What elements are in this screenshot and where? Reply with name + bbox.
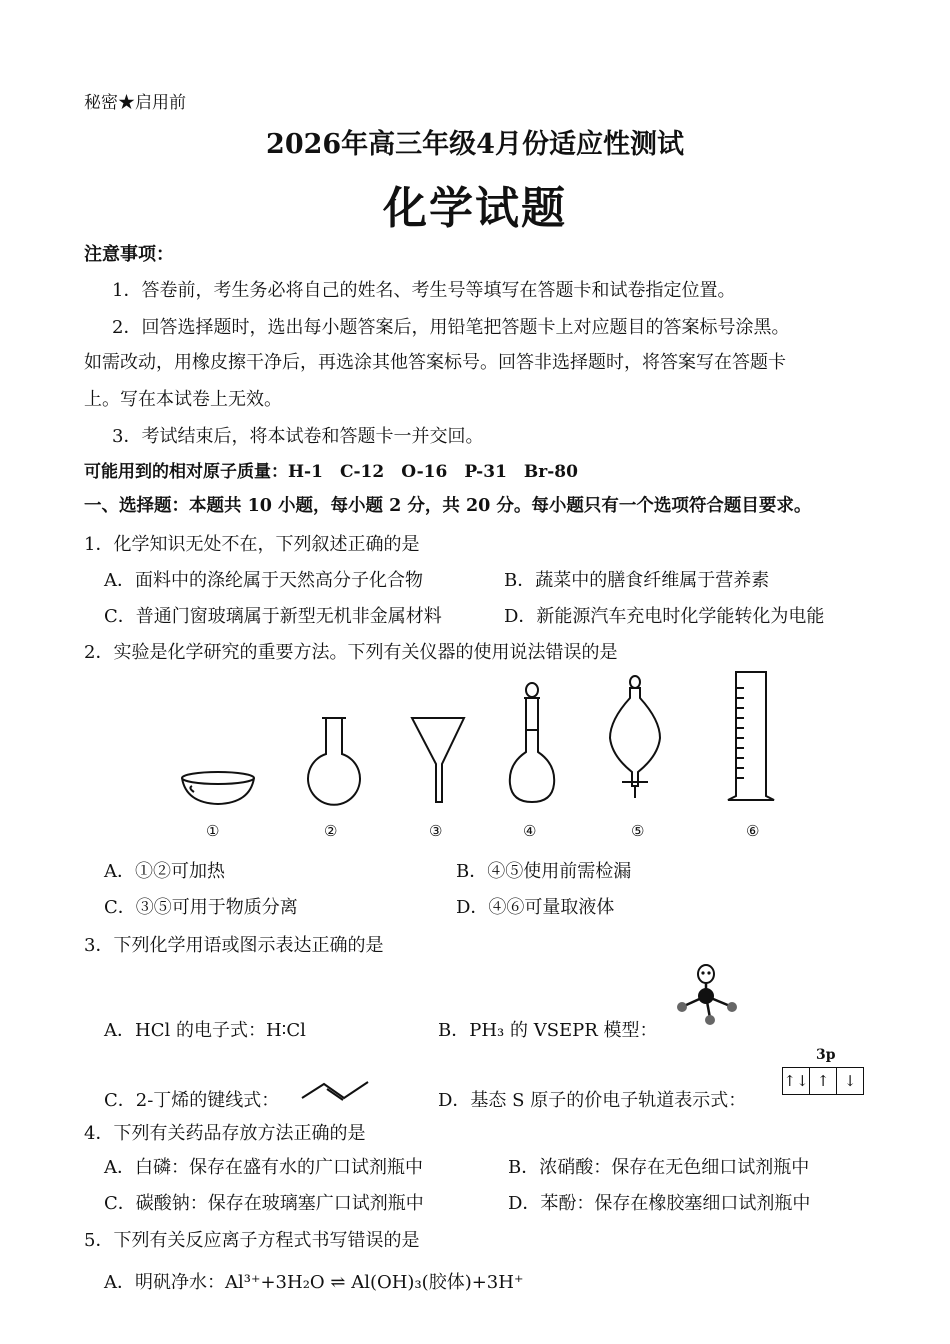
funnel-icon (412, 718, 464, 802)
q1-option-d: D．新能源汽车充电时化学能转化为电能 (504, 606, 825, 627)
q3-option-d: D．基态 S 原子的价电子轨道表示式： (438, 1090, 747, 1111)
q3-option-b: B．PH₃ 的 VSEPR 模型： (438, 1020, 658, 1041)
q2-option-c: C．③⑤可用于物质分离 (104, 897, 298, 918)
q5-option-a-cutoff (0, 1262, 950, 1293)
note-item-1: 1．答卷前，考生务必将自己的姓名、考生号等填写在答题卡和试卷指定位置。 (112, 280, 736, 301)
q2-option-d: D．④⑥可量取液体 (456, 897, 615, 918)
orbital-label: 3p (816, 1047, 836, 1063)
q3-option-c: C．2-丁烯的键线式： (104, 1090, 280, 1111)
q3-stem: 3．下列化学用语或图示表达正确的是 (84, 935, 384, 956)
graduated-cylinder-icon (728, 672, 774, 800)
q1-option-a: A．面料中的涤纶属于天然高分子化合物 (104, 570, 423, 591)
subject-title: 化学试题 (383, 183, 567, 234)
round-bottom-flask-icon (308, 718, 360, 805)
note-item-3: 3．考试结束后，将本试卷和答题卡一并交回。 (112, 426, 484, 447)
q4-option-b: B．浓硝酸：保存在无色细口试剂瓶中 (508, 1157, 810, 1178)
q1-option-c: C．普通门窗玻璃属于新型无机非金属材料 (104, 606, 442, 627)
q4-option-d: D．苯酚：保存在橡胶塞细口试剂瓶中 (508, 1193, 811, 1214)
q1-option-b: B．蔬菜中的膳食纤维属于营养素 (504, 570, 770, 591)
q3-option-a: A．HCl 的电子式：H∶Cl (104, 1020, 306, 1041)
apparatus-label-6: ⑥ (746, 822, 760, 840)
orbital-box-2: ↑ (810, 1068, 837, 1094)
q4-option-c: C．碳酸钠：保存在玻璃塞广口试剂瓶中 (104, 1193, 424, 1214)
volumetric-flask-icon (510, 683, 554, 802)
q5-stem: 5．下列有关反应离子方程式书写错误的是 (84, 1230, 420, 1251)
q2-option-b: B．④⑤使用前需检漏 (456, 861, 632, 882)
exam-title: 2026年高三年级4月份适应性测试 (266, 129, 684, 160)
q5-option-a: A．明矾净水：Al³⁺+3H₂O ⇌ Al(OH)₃(胶体)+3H⁺ (104, 1272, 524, 1293)
q2-option-a: A．①②可加热 (104, 861, 225, 882)
orbital-diagram (782, 1067, 864, 1095)
apparatus-label-5: ⑤ (631, 822, 645, 840)
secret-label: 秘密★启用前 (84, 93, 186, 113)
notes-heading: 注意事项： (84, 244, 174, 265)
q4-option-a: A．白磷：保存在盛有水的广口试剂瓶中 (104, 1157, 423, 1178)
apparatus-label-1: ① (206, 822, 220, 840)
note-item-2-cont: 如需改动，用橡皮擦干净后，再选涂其他答案标号。回答非选择题时，将答案写在答题卡 (84, 352, 786, 373)
q2-stem: 2．实验是化学研究的重要方法。下列有关仪器的使用说法错误的是 (84, 642, 618, 663)
separatory-funnel-icon (610, 676, 660, 798)
apparatus-label-4: ④ (523, 822, 537, 840)
vsepr-model-icon (670, 962, 746, 1030)
atomic-mass-line: 可能用到的相对原子质量：H-1 C-12 O-16 P-31 Br-80 (84, 462, 578, 482)
evaporating-dish-icon (182, 772, 254, 804)
note-item-2-end: 上。写在本试卷上无效。 (84, 389, 282, 410)
apparatus-label-2: ② (324, 822, 338, 840)
section1-heading: 一、选择题：本题共 10 小题，每小题 2 分，共 20 分。每小题只有一个选项符合题目要求。 (84, 496, 812, 516)
q1-stem: 1．化学知识无处不在，下列叙述正确的是 (84, 534, 420, 555)
note-item-2: 2．回答选择题时，选出每小题答案后，用铅笔把答题卡上对应题目的答案标号涂黑。 (112, 317, 790, 338)
q4-stem: 4．下列有关药品存放方法正确的是 (84, 1123, 366, 1144)
apparatus-label-3: ③ (429, 822, 443, 840)
orbital-box-1: ↑↓ (783, 1068, 810, 1094)
orbital-box-3: ↓ (843, 1072, 857, 1090)
lab-apparatus-figure (170, 668, 790, 818)
bond-line-structure-icon (298, 1076, 374, 1102)
